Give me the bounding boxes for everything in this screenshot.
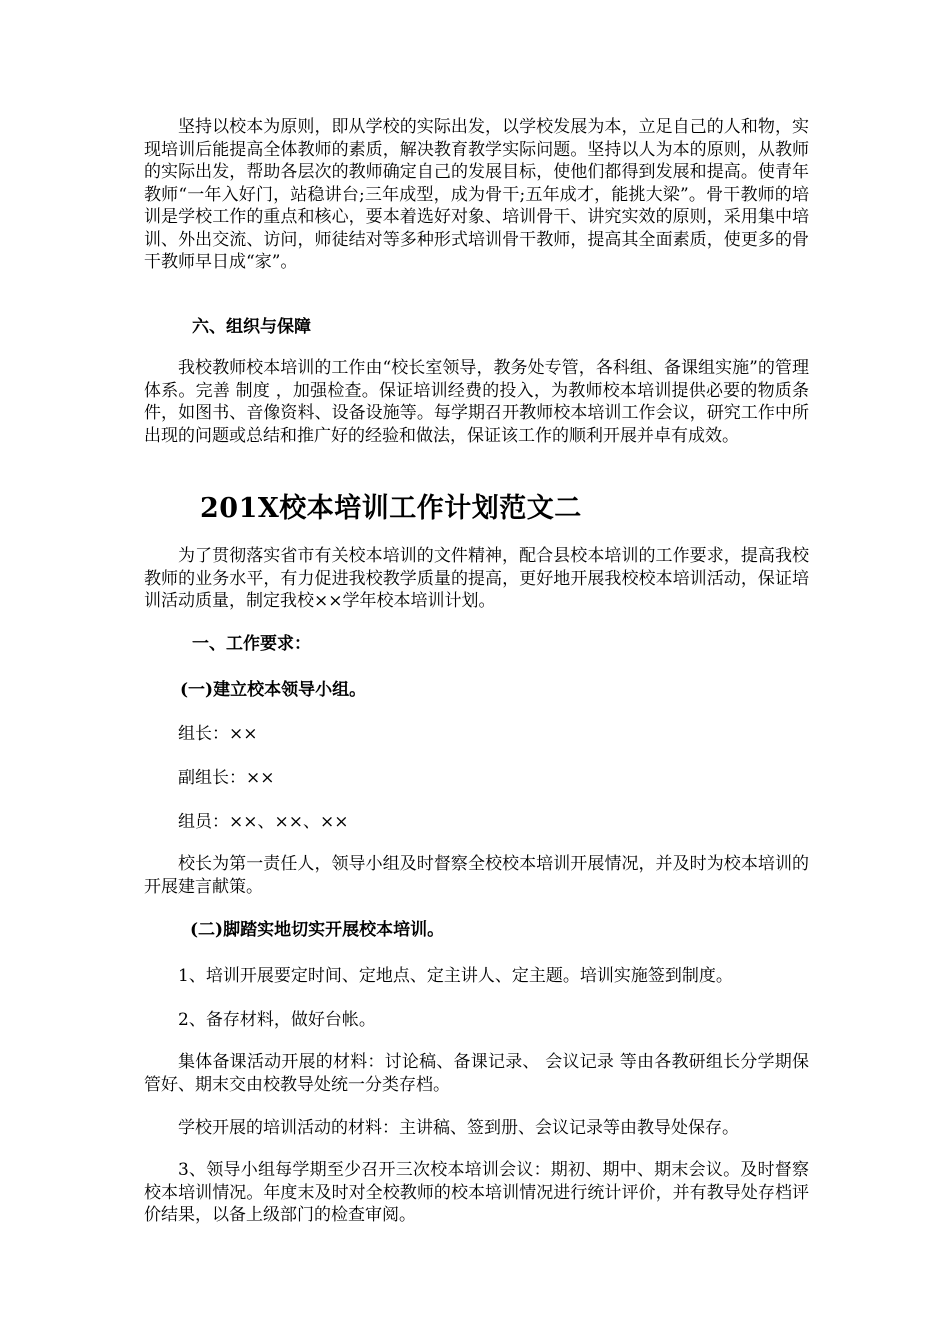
heading-organization-guarantee: 六、组织与保障 bbox=[192, 317, 311, 337]
paragraph-management-system: 我校教师校本培训的工作由“校长室领导，教务处专管，各科组、备课组实施”的管理体系。完善 制度 ，加强检查。保证培训经费的投入，为教师校本培训提供必要的物质条件，如图书、音像资料、设备设施等。每学期召开教师校本培训工作会议，研究工作中所出现的问题或总结和推广好的经验和做法，保证该工作的顺利开展并卓有成效。 bbox=[144, 358, 809, 446]
leader-line: 组长：×× bbox=[178, 724, 258, 744]
paragraph-lesson-prep-materials: 集体备课活动开展的材料：讨论稿、备课记录、 会议记录 等由各教研组长分学期保管好、期末交由校教导处统一分类存档。 bbox=[144, 1052, 809, 1095]
members-line: 组员：××、××、×× bbox=[178, 812, 349, 832]
paragraph-principal-responsibility: 校长为第一责任人，领导小组及时督察全校校本培训开展情况，并及时为校本培训的开展建言献策。 bbox=[144, 854, 809, 897]
paragraph-school-based-principle: 坚持以校本为原则，即从学校的实际出发，以学校发展为本，立足自己的人和物，实现培训后能提高全体教师的素质，解决教育教学实际问题。坚持以人为本的原则，从教师的实际出发，帮助各层次的教师确定自己的发展目标，使他们都得到发展和提高。使青年教师“一年入好门，站稳讲台;三年成型，成为骨干;五年成才，能挑大梁”。骨干教师的培训是学校工作的重点和核心，要本着选好对象、培训骨干、讲究实效的原则，采用集中培训、外出交流、访问，师徒结对等多种形式培训骨干教师，提高其全面素质，使更多的骨干教师早日成“家”。 bbox=[144, 117, 809, 272]
list-item-2: 2、备存材料，做好台帐。 bbox=[178, 1010, 376, 1030]
document-title: 201X校本培训工作计划范文二 bbox=[200, 493, 582, 524]
paragraph-training-materials: 学校开展的培训活动的材料：主讲稿、签到册、会议记录等由教导处保存。 bbox=[178, 1118, 739, 1138]
vice-leader-line: 副组长：×× bbox=[178, 768, 275, 788]
list-item-3: 3、领导小组每学期至少召开三次校本培训会议：期初、期中、期末会议。及时督察校本培训情况。年度末及时对全校教师的校本培训情况进行统计评价，并有教导处存档评价结果，以备上级部门的检查审阅。 bbox=[144, 1160, 809, 1225]
heading-work-requirements: 一、工作要求： bbox=[192, 634, 311, 654]
subheading-leadership-group: (一)建立校本领导小组。 bbox=[180, 680, 367, 700]
list-item-1: 1、培训开展要定时间、定地点、定主讲人、定主题。培训实施签到制度。 bbox=[178, 966, 733, 986]
subheading-implement-training: (二)脚踏实地切实开展校本培训。 bbox=[190, 920, 445, 940]
paragraph-intro: 为了贯彻落实省市有关校本培训的文件精神，配合县校本培训的工作要求，提高我校教师的业务水平，有力促进我校教学质量的提高，更好地开展我校校本培训活动，保证培训活动质量，制定我校××学年校本培训计划。 bbox=[144, 546, 809, 611]
